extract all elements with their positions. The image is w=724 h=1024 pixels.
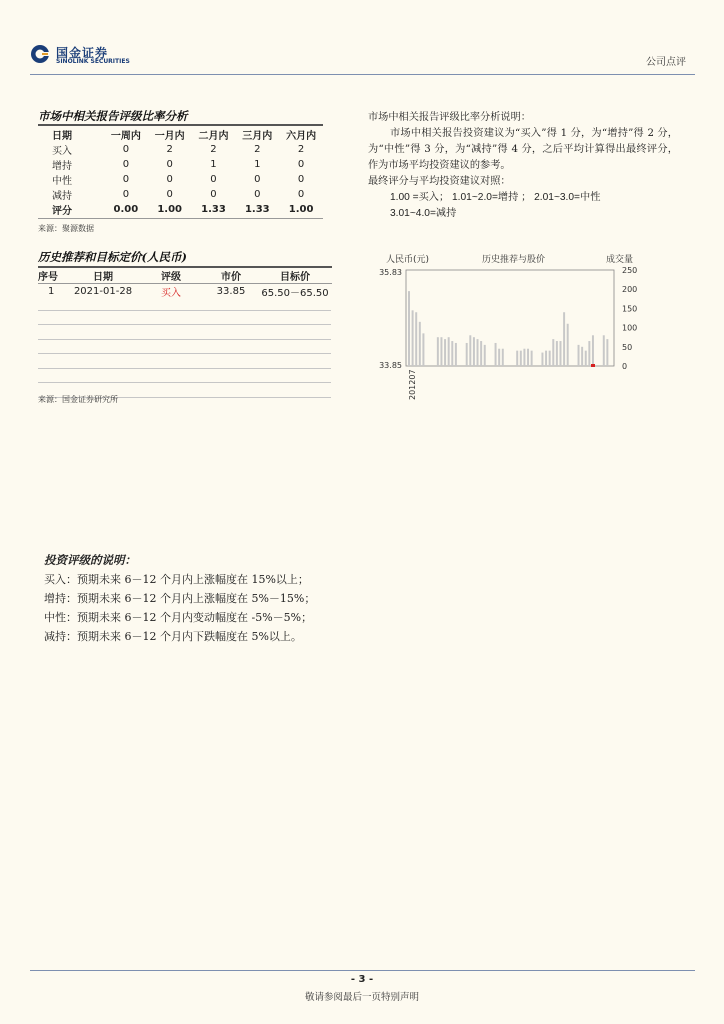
volume-bar — [541, 353, 543, 366]
rating-explanation — [368, 110, 678, 222]
empty-row — [38, 325, 331, 340]
volume-bar — [588, 341, 590, 366]
table-cell: 1.00 — [157, 204, 183, 215]
chart-right-axis-label: 成交量 — [606, 255, 634, 265]
table-cell: 2 — [210, 144, 217, 155]
volume-bar — [560, 341, 562, 366]
rating-definition: 中性：预期未来 6－12 个月内变动幅度在 -5%－5%； — [44, 611, 313, 624]
history-table-empty-rows — [38, 296, 331, 398]
volume-bar — [480, 341, 482, 366]
table-cell: 0 — [254, 174, 261, 185]
table-cell: 1 — [210, 159, 217, 170]
rating-table-bottom-rule — [38, 218, 323, 219]
table-cell: 1.00 — [288, 204, 314, 215]
volume-bar — [606, 339, 608, 366]
column-header: 日期 — [52, 131, 72, 142]
left-tick-label: 33.85 — [379, 361, 402, 370]
volume-bar — [412, 310, 414, 366]
volume-bar — [495, 343, 497, 366]
volume-bar — [578, 345, 580, 366]
left-tick-label: 35.83 — [379, 268, 402, 277]
empty-row — [38, 311, 331, 326]
volume-bar — [527, 349, 529, 366]
table-cell: 1 — [48, 286, 55, 297]
column-header: 日期 — [93, 272, 113, 283]
volume-bar — [451, 341, 453, 366]
row-label: 买入 — [52, 146, 72, 157]
volume-bar — [469, 335, 471, 366]
rating-table-source: 来源：聚源数据 — [38, 224, 94, 233]
header-divider — [30, 74, 695, 75]
volume-bar — [603, 335, 605, 366]
volume-bar — [444, 339, 446, 366]
volume-bar — [484, 345, 486, 366]
table-cell: 1.33 — [201, 204, 226, 215]
column-header: 序号 — [38, 272, 58, 283]
volume-bar — [437, 337, 439, 366]
column-header: 六月内 — [286, 131, 317, 142]
volume-bar — [545, 351, 547, 366]
right-axis-ticks — [622, 266, 637, 371]
table-row — [38, 172, 323, 187]
volume-bar — [466, 343, 468, 366]
mapping-line: 1.00 =买入； 1.01~2.0=增持 ； 2.01~3.0=中性 — [390, 192, 601, 203]
volume-bar — [592, 335, 594, 366]
score-row — [38, 202, 323, 217]
right-tick-label: 50 — [622, 342, 633, 352]
row-label: 增持 — [52, 161, 72, 172]
history-table-header — [38, 268, 332, 284]
table-cell: 0 — [122, 159, 130, 170]
rating-definition: 减持：预期未来 6－12 个月内下跌幅度在 5%以上。 — [44, 630, 302, 643]
table-cell: 0 — [166, 189, 173, 200]
history-table — [38, 268, 332, 299]
explanation-paragraph: 市场中相关报告投资建议为“买入”得 1 分，为“增持”得 2 分，为“中性”得 3 分，为“减持”得 4 分，之后平均计算得出最终评分，作为市场平均投资建议的参考。 — [368, 128, 678, 171]
investment-rating-section — [44, 551, 315, 646]
rating-definition: 买入：预期未来 6－12 个月内上涨幅度在 15%以上； — [44, 573, 309, 586]
row-label: 减持 — [52, 191, 72, 202]
table-row — [38, 187, 323, 202]
volume-bar — [422, 333, 424, 366]
table-cell: 65.50－65.50 — [261, 288, 329, 299]
row-label: 中性 — [52, 176, 72, 187]
volume-bar — [567, 324, 569, 366]
volume-bar — [473, 337, 475, 366]
volume-bar — [502, 349, 504, 366]
table-cell: 0 — [297, 159, 305, 170]
chart-title: 历史推荐与股价 — [482, 255, 546, 265]
volume-bar — [523, 349, 525, 366]
table-cell: 1 — [254, 159, 261, 170]
right-tick-label: 150 — [622, 304, 638, 314]
column-header: 一月内 — [154, 131, 185, 142]
table-cell: 0 — [210, 189, 217, 200]
table-cell: 0 — [122, 144, 130, 155]
x-tick-label: 201207 — [408, 369, 417, 400]
table-cell: 33.85 — [216, 286, 246, 297]
volume-bar — [531, 351, 533, 366]
table-row — [38, 142, 323, 157]
volume-bar — [563, 312, 565, 366]
volume-bar — [520, 351, 522, 366]
right-tick-label: 100 — [622, 323, 638, 333]
volume-bar — [498, 349, 500, 366]
right-tick-label: 0 — [622, 362, 628, 371]
volume-bar — [516, 351, 518, 366]
rating-definition: 增持：预期未来 6－12 个月内上涨幅度在 5%－15%； — [44, 592, 316, 605]
volume-bar — [552, 339, 554, 366]
column-header: 市价 — [221, 272, 241, 283]
volume-bar — [477, 339, 479, 366]
volume-bar — [556, 341, 558, 366]
table-row — [38, 157, 323, 172]
recommendation-marker — [591, 364, 595, 367]
empty-row — [38, 369, 331, 384]
table-cell: 0 — [166, 159, 173, 170]
empty-row — [38, 354, 331, 369]
brand-logo-icon — [30, 44, 50, 64]
brand-name-cn: 国金证券 — [56, 46, 109, 60]
empty-row — [38, 340, 331, 355]
table-cell: 0 — [297, 189, 305, 200]
volume-bars — [408, 291, 608, 366]
rating-cell: 买入 — [161, 288, 181, 299]
row-label: 评分 — [52, 206, 72, 217]
table-cell: 2 — [254, 144, 261, 155]
volume-bar — [419, 322, 421, 366]
table-cell: 2 — [166, 144, 173, 155]
volume-bar — [549, 351, 551, 366]
rating-table — [38, 127, 323, 217]
table-cell: 1.33 — [244, 204, 270, 215]
volume-bar — [585, 351, 587, 366]
document-type: 公司点评 — [646, 57, 686, 68]
volume-bar — [448, 337, 450, 366]
column-header: 一周内 — [110, 131, 141, 142]
column-header: 评级 — [161, 272, 181, 283]
price-volume-chart — [366, 248, 656, 408]
disclaimer-note: 敬请参阅最后一页特别声明 — [304, 992, 419, 1003]
brand-name-en: SINOLINK SECURITIES — [56, 58, 130, 65]
empty-row — [38, 296, 331, 311]
volume-bar — [415, 312, 417, 366]
volume-bar — [440, 337, 442, 366]
rating-table-title: 市场中相关报告评级比率分析 — [38, 109, 188, 123]
table-cell: 0.00 — [113, 204, 139, 215]
column-header: 二月内 — [198, 131, 229, 142]
table-cell: 2 — [297, 144, 305, 155]
table-cell: 0 — [210, 174, 217, 185]
footer-divider — [30, 970, 695, 971]
page-number: - 3 - — [350, 974, 374, 985]
right-tick-label: 200 — [622, 285, 638, 295]
table-cell: 2021-01-28 — [73, 286, 133, 297]
right-tick-label: 250 — [622, 266, 638, 275]
volume-bar — [581, 347, 583, 366]
table-cell: 0 — [297, 174, 305, 185]
chart-left-axis-label: 人民币(元) — [386, 255, 430, 265]
volume-bar — [455, 343, 457, 366]
column-header: 目标价 — [280, 272, 310, 283]
investment-rating-title: 投资评级的说明： — [44, 553, 136, 567]
history-table-title: 历史推荐和目标定价(人民币) — [38, 250, 187, 264]
column-header: 三月内 — [242, 131, 273, 142]
table-cell: 0 — [122, 174, 130, 185]
table-cell: 0 — [254, 189, 261, 200]
rating-table-header — [38, 127, 323, 142]
history-table-source: 来源：国金证券研究所 — [38, 395, 118, 404]
mapping-title: 最终评分与平均投资建议对照： — [368, 176, 511, 187]
explanation-title: 市场中相关报告评级比率分析说明： — [368, 112, 531, 123]
rating-table-top-rule — [38, 124, 323, 126]
mapping-line: 3.01~4.0=减持 — [390, 208, 457, 219]
table-cell: 0 — [166, 174, 173, 185]
table-cell: 0 — [122, 189, 130, 200]
volume-bar — [408, 291, 410, 366]
